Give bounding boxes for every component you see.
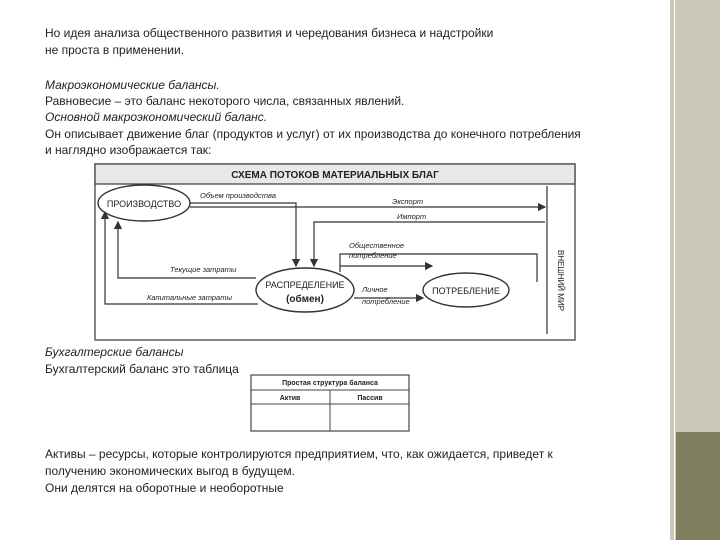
assets-line-3: Они делятся на оборотные и необоротные bbox=[45, 481, 284, 495]
capital-costs-arrow bbox=[105, 212, 258, 304]
side-decoration bbox=[670, 0, 720, 540]
macro-heading: Макроэкономические балансы. bbox=[45, 78, 220, 92]
production-label: ПРОИЗВОДСТВО bbox=[106, 199, 182, 209]
macro-definition: Равновесие – это баланс некоторого числа, связанных явлений. bbox=[45, 94, 405, 108]
exchange-label: (обмен) bbox=[286, 294, 324, 305]
intro-line-1: Но идея анализа общественного развития и чередования бизнеса и надстройки bbox=[45, 26, 494, 40]
diagram-title: СХЕМА ПОТОКОВ МАТЕРИАЛЬНЫХ БЛАГ bbox=[231, 170, 439, 181]
volume-arrow bbox=[190, 203, 296, 266]
assets-line-2: получению экономических выгод в будущем. bbox=[45, 464, 295, 478]
accounting-heading: Бухгалтерские балансы bbox=[45, 345, 184, 359]
personal-consumption-label-1: Личное bbox=[362, 285, 388, 294]
balance-table-title: Простая структура баланса bbox=[282, 380, 378, 387]
public-consumption-label-1: Общественное bbox=[349, 241, 405, 250]
foreign-world-label: ВНЕШНИЙ МИР bbox=[556, 250, 565, 312]
accounting-line: Бухгалтерский баланс это таблица bbox=[45, 362, 239, 376]
distribution-node bbox=[256, 268, 354, 312]
macro-subheading: Основной макроэкономический баланс. bbox=[45, 110, 268, 124]
side-accent-block bbox=[676, 432, 720, 540]
consumption-label: ПОТРЕБЛЕНИЕ bbox=[432, 286, 500, 296]
assets-line-1: Активы – ресурсы, которые контролируются предприятием, что, как ожидается, приведет к bbox=[45, 447, 553, 461]
macro-description-2: и наглядно изображается так: bbox=[45, 143, 212, 157]
liabilities-column-header: Пассив bbox=[357, 395, 383, 402]
import-label: Импорт bbox=[397, 212, 427, 221]
public-consumption-label-2: потребление bbox=[349, 251, 397, 260]
intro-line-2: не проста в применении. bbox=[45, 43, 185, 57]
side-divider bbox=[674, 0, 675, 540]
balance-table bbox=[250, 374, 410, 432]
assets-column-header: Актив bbox=[279, 395, 301, 402]
distribution-label: РАСПРЕДЕЛЕНИЕ bbox=[265, 280, 345, 290]
personal-consumption-label-2: потребление bbox=[362, 297, 410, 306]
macro-description-1: Он описывает движение благ (продуктов и услуг) от их производства до конечного потребления bbox=[45, 127, 581, 141]
current-costs-label: Текущие затраты bbox=[170, 265, 237, 274]
export-label: Экспорт bbox=[392, 197, 424, 206]
flow-diagram bbox=[92, 160, 579, 342]
capital-costs-label: Капитальные затраты bbox=[147, 293, 232, 302]
volume-label: Объем производства bbox=[200, 191, 276, 200]
